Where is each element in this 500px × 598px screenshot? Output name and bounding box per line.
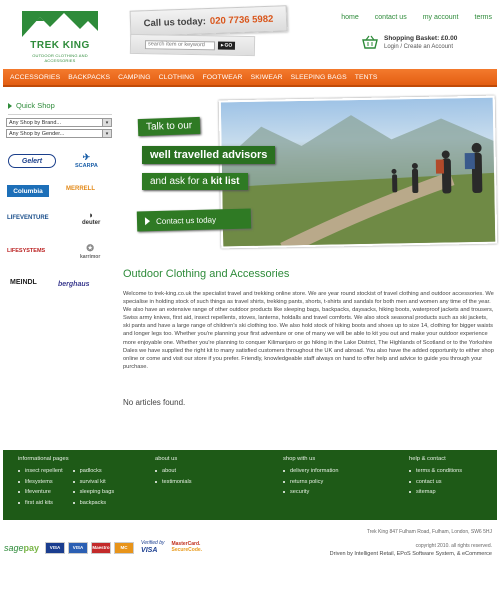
visa-card-icon: VISA <box>45 542 65 554</box>
bullet-icon <box>155 470 157 472</box>
banner-line-1: Talk to our <box>138 117 201 136</box>
bullet-icon <box>18 502 20 504</box>
footer-informational: informational pages insect repellent lifesystems lifeventure first aid kits padlocks survival kit sleeping bags backpacks <box>18 456 115 506</box>
banner-line-2: well travelled advisors <box>142 146 275 164</box>
nav-skiwear[interactable]: SKIWEAR <box>250 73 283 81</box>
copyright: copyright 2010. all rights reserved. <box>415 543 492 549</box>
top-link-account[interactable]: my account <box>422 14 459 21</box>
bullet-icon <box>283 491 285 493</box>
search-input[interactable] <box>145 40 215 50</box>
bullet-icon <box>409 470 411 472</box>
nav-accessories[interactable]: ACCESSORIES <box>10 73 61 81</box>
footer-shop: shop with us delivery information returns policy security <box>283 456 339 495</box>
top-links <box>341 14 492 21</box>
nav-backpacks[interactable]: BACKPACKS <box>68 73 111 81</box>
nav-sleeping-bags[interactable]: SLEEPING BAGS <box>290 73 347 81</box>
footer-about: about us about testimonials <box>155 456 192 485</box>
brand-lifesystems[interactable]: LIFESYSTEMS <box>7 248 46 254</box>
bullet-icon <box>73 481 75 483</box>
nav-clothing[interactable]: CLOTHING <box>158 73 195 81</box>
mastercard-icon: MC <box>114 542 134 554</box>
play-icon: ▸ <box>220 42 224 49</box>
gender-select[interactable]: Any Shop by Gender... ▾ <box>6 129 112 138</box>
bullet-icon <box>409 481 411 483</box>
search-bar <box>130 34 255 56</box>
brand-gelert[interactable]: Gelert <box>8 154 56 168</box>
brand-meindl[interactable]: MEINDL <box>10 279 37 286</box>
logo-tagline: OUTDOOR CLOTHING AND ACCESSORIES <box>32 53 88 63</box>
payment-logos <box>4 541 202 554</box>
call-label: Call us today: <box>143 15 207 29</box>
brand-merrell[interactable]: MERRELL <box>66 186 95 192</box>
brand-berghaus[interactable]: berghaus <box>58 281 90 288</box>
store-address: Trek King 847 Fulham Road, Fulham, London, SW6 5HJ <box>366 529 492 535</box>
bullet-icon <box>283 481 285 483</box>
top-link-home[interactable]: home <box>341 14 359 21</box>
call-us-banner <box>130 5 288 36</box>
logo-brand: TREK KING <box>30 40 90 51</box>
login-link[interactable]: Login / Create an Account <box>384 44 454 50</box>
footer-link[interactable]: sleeping bags <box>73 489 115 495</box>
main-nav <box>3 69 497 87</box>
footer-link[interactable]: returns policy <box>283 479 339 485</box>
basket-icon <box>362 35 378 49</box>
banner-line-3: and ask for a kit list <box>142 173 248 190</box>
footer-link[interactable]: padlocks <box>73 468 115 474</box>
contact-us-today-button[interactable]: Contact us today <box>137 209 251 232</box>
footer-link[interactable]: about <box>155 468 192 474</box>
shopping-basket[interactable] <box>362 35 457 50</box>
arrow-right-icon <box>8 103 12 109</box>
bullet-icon <box>18 470 20 472</box>
bullet-icon <box>18 481 20 483</box>
footer-link[interactable]: insect repellent <box>18 468 63 474</box>
nav-camping[interactable]: CAMPING <box>118 73 151 81</box>
basket-total: Shopping Basket: £0.00 <box>384 35 458 42</box>
no-articles-text: No articles found. <box>123 398 186 407</box>
trek-king-logo[interactable] <box>22 11 98 63</box>
top-link-contact[interactable]: contact us <box>374 14 407 21</box>
brand-columbia[interactable]: Columbia <box>7 185 49 197</box>
brand-select[interactable]: Any Shop by Brand... ▾ <box>6 118 112 127</box>
footer <box>3 450 497 520</box>
mountain-logo-icon <box>22 11 98 37</box>
chevron-down-icon: ▾ <box>102 119 111 126</box>
chevron-down-icon: ▾ <box>102 130 111 137</box>
brand-scarpa[interactable]: ✈ SCARPA <box>75 152 98 169</box>
bullet-icon <box>283 470 285 472</box>
footer-link[interactable]: lifeventure <box>18 489 63 495</box>
driven-by-link[interactable]: Driven by Intelligent Retail, EPoS Software System, & eCommerce <box>329 551 492 557</box>
visa-electron-card-icon: VISA <box>68 542 88 554</box>
sagepay-logo: sagepay <box>4 542 40 553</box>
bullet-icon <box>409 491 411 493</box>
nav-footwear[interactable]: FOOTWEAR <box>202 73 243 81</box>
quick-shop-heading: Quick Shop <box>8 101 112 115</box>
page-title: Outdoor Clothing and Accessories <box>123 268 290 280</box>
nav-tents[interactable]: TENTS <box>354 73 378 81</box>
footer-link[interactable]: delivery information <box>283 468 339 474</box>
footer-link[interactable]: lifesystems <box>18 479 63 485</box>
scarpa-icon: ✈ <box>82 152 91 162</box>
footer-link[interactable]: sitemap <box>409 489 462 495</box>
brand-deuter[interactable]: ◗ deuter <box>82 210 101 226</box>
brand-karrimor[interactable]: ✪ karrimor <box>80 243 101 260</box>
verified-by-visa-logo: Verified by VISA <box>141 540 165 554</box>
hikers-photo <box>219 96 498 249</box>
bullet-icon <box>18 491 20 493</box>
bullet-icon <box>73 491 75 493</box>
phone-number: 020 7736 5982 <box>209 13 274 27</box>
search-go-button[interactable]: ▸ GO <box>218 41 235 49</box>
bullet-icon <box>73 470 75 472</box>
footer-help: help & contact terms & conditions contact us sitemap <box>409 456 463 495</box>
footer-link[interactable]: terms & conditions <box>409 468 462 474</box>
footer-link[interactable]: testimonials <box>155 479 192 485</box>
footer-link[interactable]: survival kit <box>73 479 115 485</box>
footer-link[interactable]: security <box>283 489 339 495</box>
karrimor-icon: ✪ <box>86 243 94 253</box>
top-link-terms[interactable]: terms <box>474 14 492 21</box>
brand-lifeventure[interactable]: LIFEVENTURE <box>7 215 49 221</box>
bullet-icon <box>155 481 157 483</box>
bullet-icon <box>73 502 75 504</box>
mastercard-securecode-logo: MasterCard. SecureCode. <box>171 541 203 553</box>
play-icon <box>145 217 150 225</box>
maestro-card-icon: Maestro <box>91 542 111 554</box>
footer-link[interactable]: backpacks <box>73 500 115 506</box>
footer-link[interactable]: contact us <box>409 479 462 485</box>
deuter-icon: ◗ <box>88 210 94 220</box>
footer-link[interactable]: first aid kits <box>18 500 63 506</box>
intro-text: Welcome to trek-king.co.uk the specialist travel and trekking online store. We are year round stockist of travel clothing and outdoor accessories. We specialise in holding stock of such things as travel shirts, trekking pants, shorts, t-shirts and sandals for both men and women any time of the year. We also have an extensive range of other outdoor products like sleeping bags, backpacks, daysacks, hiking boots, waterproof jackets and trousers, Swiss army knives, first aid, insect repellents, stoves, lanterns, holdalls and travel comforts. We also stock seasonal products such as ski jackets, ski pants and have a large range of children's ski clothing too. We also hold stock of hiking boots and shoes up to size 14, clothing for bigger waists and longer legs too. Whether you're planning your first adventure or one of many we will be able to kit you out and make your outdoor experience more enjoyable one. Whether you're planning to conquer Kilimanjaro or go hiking in the Lake District, The Highlands of Scotland or to the Yorkshire Dales we have supplied the right kit to many satisfied customers throughout the UK and abroad. You also have the added opportunity to either shop online or come and visit our store if you prefer. Friendly, knowledgeable staff always on hand to offer help and advice to guide you through your purchase. <box>123 291 494 370</box>
